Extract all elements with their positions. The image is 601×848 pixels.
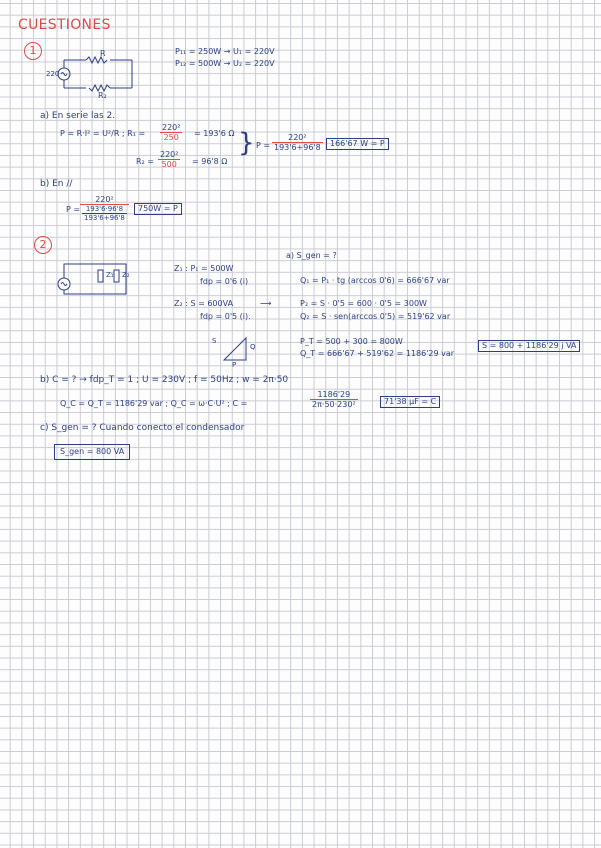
q2b-denominator: 2π·50·230² (312, 400, 356, 409)
triangle-q-label: Q (250, 343, 256, 351)
q2b-fraction (310, 391, 358, 409)
q1b-nested-fraction (82, 206, 127, 222)
q1-part-a-heading: a) En serie las 2. (40, 111, 116, 121)
q1a-r2-label: R₂ = (136, 157, 155, 166)
q2a-line2: P₂ = S · 0'5 = 600 · 0'5 = 300W (300, 299, 427, 308)
q1a-power-formula: P = R·I² = U²/R ; R₁ = (60, 129, 146, 138)
q2a-line1: Q₁ = P₁ · tg (arccos 0'6) = 666'67 var (300, 276, 450, 285)
q1b-nested-numerator: 193'6·96'8 (85, 205, 124, 213)
q2a-line3: Q₂ = S · sen(arccos 0'5) = 519'62 var (300, 312, 451, 321)
z1-label: Z₁ (106, 271, 114, 279)
source-voltage-label: 220 (46, 70, 60, 78)
q1a-r1-denominator: 250 (160, 132, 182, 142)
q1b-nested-denominator: 193'6+96'8 (84, 214, 125, 222)
page-title: CUESTIONES (18, 17, 111, 33)
z2-label: Z₂ (122, 271, 130, 279)
q1b-fraction (80, 196, 129, 222)
q1a-p-label: P = (256, 141, 271, 150)
q1b-p-label: P = (66, 205, 81, 214)
q1a-r2-fraction (158, 151, 180, 169)
q1a-r1-value: = 193'6 Ω (194, 129, 235, 138)
z1-spec-line2: fdp = 0'6 (i) (200, 277, 249, 286)
q1a-p-numerator: 220² (288, 133, 307, 142)
triangle-p-label: P (232, 361, 237, 369)
q2-part-c-heading: c) S_gen = ? Cuando conecto el condensador (40, 423, 245, 433)
q2c-result-box: S_gen = 800 VA (54, 444, 130, 460)
q1a-r1-fraction (160, 124, 182, 142)
q2-part-a-heading: a) S_gen = ? (286, 251, 337, 260)
q2a-line5: Q_T = 666'67 + 519'62 = 1186'29 var (300, 349, 455, 358)
q1a-brace: } (238, 128, 255, 158)
q1a-r2-numerator: 220² (160, 150, 179, 159)
q1-part-b-heading: b) En // (40, 179, 73, 189)
question-2-number: 2 (34, 236, 52, 254)
q2-part-b-heading: b) C = ? → fdp_T = 1 ; U = 230V ; f = 50Hz ; w = 2π·50 (40, 375, 289, 385)
q1a-result-box: 166'67 W = P (326, 138, 389, 150)
power-triangle (222, 334, 252, 364)
question-1-number: 1 (24, 42, 42, 60)
q1a-r1-numerator: 220² (162, 123, 181, 132)
q1a-p-fraction (272, 134, 323, 152)
resistor-r2-label: R₂ (98, 91, 107, 100)
q1b-numerator: 220² (95, 195, 114, 204)
q1a-p-denominator: 193'6+96'8 (274, 143, 321, 152)
triangle-s-label: S (212, 337, 217, 345)
z1-spec-line1: Z₁ : P₁ = 500W (174, 264, 234, 273)
q1b-result-box: 750W = P (134, 203, 182, 215)
q1a-r2-value: = 96'8 Ω (192, 157, 228, 166)
z2-spec-line1: Z₂ : S = 600VA (174, 299, 234, 308)
q1a-r2-denominator: 500 (158, 159, 180, 169)
resistor-r-label: R (100, 49, 106, 58)
arrow-icon: ⟶ (260, 299, 272, 308)
spec-line-1: P₁₁ = 250W → U₁ = 220V (175, 47, 275, 56)
q2a-line4: P_T = 500 + 300 = 800W (300, 337, 403, 346)
q1b-denominator (80, 204, 129, 222)
q2b-result-box: 71'38 μF = C (380, 396, 440, 408)
spec-line-2: P₁₂ = 500W → U₂ = 220V (175, 59, 275, 68)
parallel-circuit-diagram (58, 262, 138, 302)
z2-spec-line2: fdp = 0'5 (i). (200, 312, 251, 321)
q2b-line: Q_C = Q_T = 1186'29 var ; Q_C = ω·C·U² ; C = (60, 399, 248, 408)
q2b-numerator: 1186'29 (317, 390, 351, 399)
q2a-result-box: S = 800 + 1186'29 j VA (478, 340, 580, 352)
